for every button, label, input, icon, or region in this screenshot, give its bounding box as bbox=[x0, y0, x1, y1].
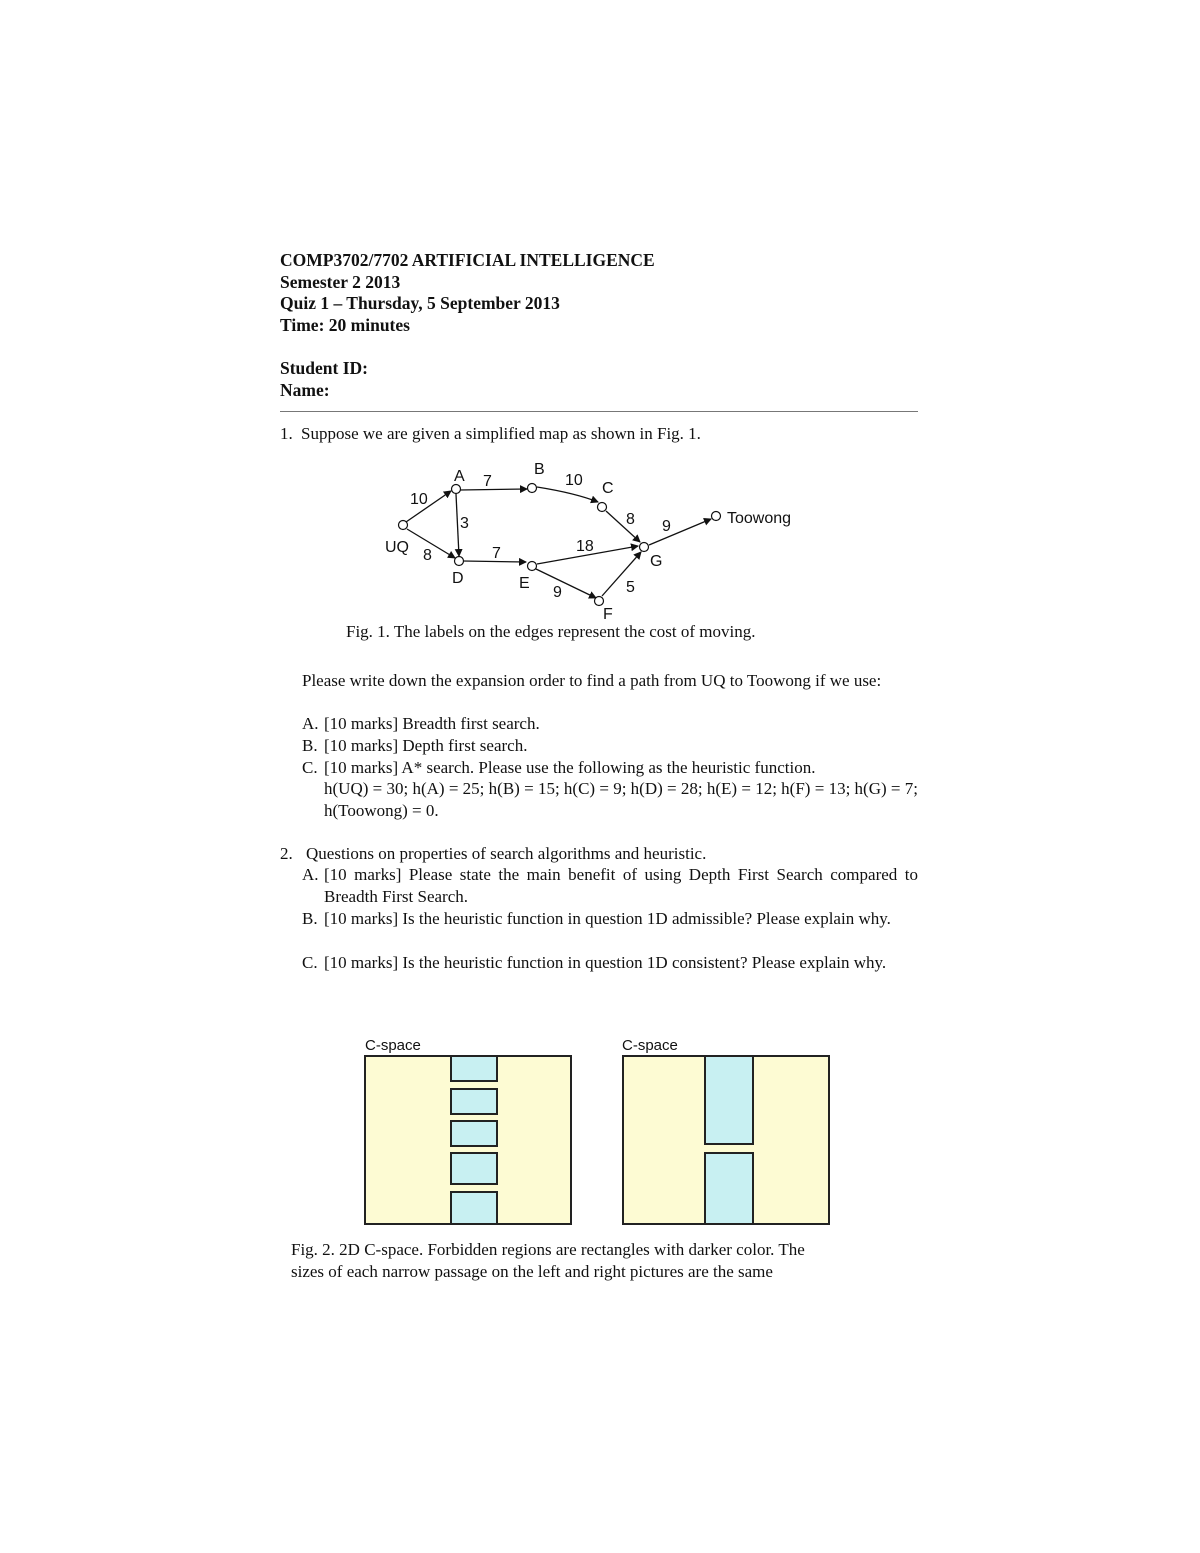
part-text: [10 marks] Is the heuristic function in question 1D consistent? Please explain why. bbox=[324, 953, 887, 972]
student-info bbox=[280, 358, 368, 401]
right-cspace-title: C-space bbox=[622, 1037, 678, 1054]
course-title: COMP3702/7702 ARTIFICIAL INTELLIGENCE bbox=[280, 250, 655, 270]
left-obstacle-3 bbox=[451, 1121, 497, 1146]
part-label: C. bbox=[302, 758, 318, 777]
fig1-graph bbox=[370, 458, 830, 628]
quiz-header bbox=[280, 250, 655, 336]
fig2-caption bbox=[291, 1239, 805, 1282]
edge-label-uq-d: 8 bbox=[423, 547, 432, 564]
node-b bbox=[528, 484, 537, 493]
edge-label-g-toowong: 9 bbox=[662, 518, 671, 535]
edge-label-a-d: 3 bbox=[460, 515, 469, 532]
edge-label-d-e: 7 bbox=[492, 545, 501, 562]
question-2-number: 2. bbox=[280, 844, 293, 863]
question-2-part-b bbox=[302, 908, 918, 952]
node-g bbox=[640, 543, 649, 552]
node-a bbox=[452, 485, 461, 494]
part-text: [10 marks] Depth first search. bbox=[324, 736, 528, 755]
left-cspace-title: C-space bbox=[365, 1037, 421, 1054]
part-text: [10 marks] A* search. Please use the following as the heuristic function. bbox=[324, 758, 816, 777]
node-label-e: E bbox=[519, 575, 530, 592]
node-toowong bbox=[712, 512, 721, 521]
question-1-text: Suppose we are given a simplified map as shown in Fig. 1. bbox=[301, 424, 701, 443]
header-divider bbox=[280, 411, 918, 412]
edge-f-g bbox=[602, 552, 641, 596]
question-2-text: Questions on properties of search algorithms and heuristic. bbox=[306, 844, 707, 863]
semester-line: Semester 2 2013 bbox=[280, 271, 401, 292]
right-obstacle-top bbox=[705, 1056, 753, 1144]
edge-label-e-f: 9 bbox=[553, 584, 562, 601]
right-obstacle-bottom bbox=[705, 1153, 753, 1224]
node-label-c: C bbox=[602, 480, 614, 497]
edge-a-d bbox=[456, 494, 459, 556]
question-1-part-a bbox=[302, 713, 918, 735]
node-label-a: A bbox=[454, 468, 465, 485]
edge-g-toowong bbox=[649, 519, 711, 545]
edge-b-c bbox=[537, 487, 598, 502]
node-label-f: F bbox=[603, 606, 613, 623]
question-2-part-c bbox=[302, 952, 918, 996]
left-obstacle-4 bbox=[451, 1153, 497, 1184]
edge-a-b bbox=[460, 489, 527, 490]
question-1 bbox=[280, 423, 920, 445]
edge-label-e-g: 18 bbox=[576, 538, 594, 555]
fig2-caption-line-2: sizes of each narrow passage on the left and right pictures are the same bbox=[291, 1261, 773, 1281]
student-name-label: Name: bbox=[280, 379, 330, 400]
part-text: [10 marks] Is the heuristic function in question 1D admissible? Please explain why. bbox=[324, 909, 891, 928]
edge-label-f-g: 5 bbox=[626, 579, 635, 596]
part-text: [10 marks] Breadth first search. bbox=[324, 714, 540, 733]
edge-e-f bbox=[536, 569, 596, 598]
node-c bbox=[598, 503, 607, 512]
node-f bbox=[595, 597, 604, 606]
part-label: A. bbox=[302, 714, 319, 733]
left-obstacle-2 bbox=[451, 1089, 497, 1114]
part-label: C. bbox=[302, 953, 318, 972]
fig1-caption: Fig. 1. The labels on the edges represent the cost of moving. bbox=[346, 622, 756, 641]
question-2 bbox=[280, 843, 920, 865]
node-label-b: B bbox=[534, 461, 545, 478]
node-uq bbox=[399, 521, 408, 530]
part-text: [10 marks] Please state the main benefit of using Depth First Search compared to Breadth First Search. bbox=[324, 865, 918, 906]
question-1-part-b bbox=[302, 735, 918, 757]
node-label-uq: UQ bbox=[385, 539, 409, 556]
node-label-toowong: Toowong bbox=[727, 510, 792, 527]
part-label: B. bbox=[302, 736, 318, 755]
question-2-part-a bbox=[302, 864, 918, 908]
node-label-d: D bbox=[452, 570, 464, 587]
node-e bbox=[528, 562, 537, 571]
edge-label-a-b: 7 bbox=[483, 473, 492, 490]
time-line: Time: 20 minutes bbox=[280, 314, 410, 335]
student-id-label: Student ID: bbox=[280, 358, 369, 378]
heuristic-values: h(UQ) = 30; h(A) = 25; h(B) = 15; h(C) = 9; h(D) = 28; h(E) = 12; h(F) = 13; h(G) = 7; h(Toowong) = 0. bbox=[324, 779, 918, 820]
part-label: A. bbox=[302, 865, 319, 884]
left-obstacle-1 bbox=[451, 1056, 497, 1081]
node-label-g: G bbox=[650, 553, 663, 570]
node-d bbox=[455, 557, 464, 566]
edge-label-b-c: 10 bbox=[565, 472, 583, 489]
edge-label-c-g: 8 bbox=[626, 511, 635, 528]
fig2-caption-line-1: Fig. 2. 2D C-space. Forbidden regions are rectangles with darker color. The bbox=[291, 1240, 805, 1259]
question-1-number: 1. bbox=[280, 424, 293, 443]
question-1-instruction: Please write down the expansion order to find a path from UQ to Toowong if we use: bbox=[302, 671, 882, 690]
edge-label-uq-a: 10 bbox=[410, 491, 428, 508]
left-obstacle-5 bbox=[451, 1192, 497, 1224]
part-label: B. bbox=[302, 909, 318, 928]
fig2-cspace bbox=[360, 1032, 840, 1232]
quiz-line: Quiz 1 – Thursday, 5 September 2013 bbox=[280, 293, 560, 313]
